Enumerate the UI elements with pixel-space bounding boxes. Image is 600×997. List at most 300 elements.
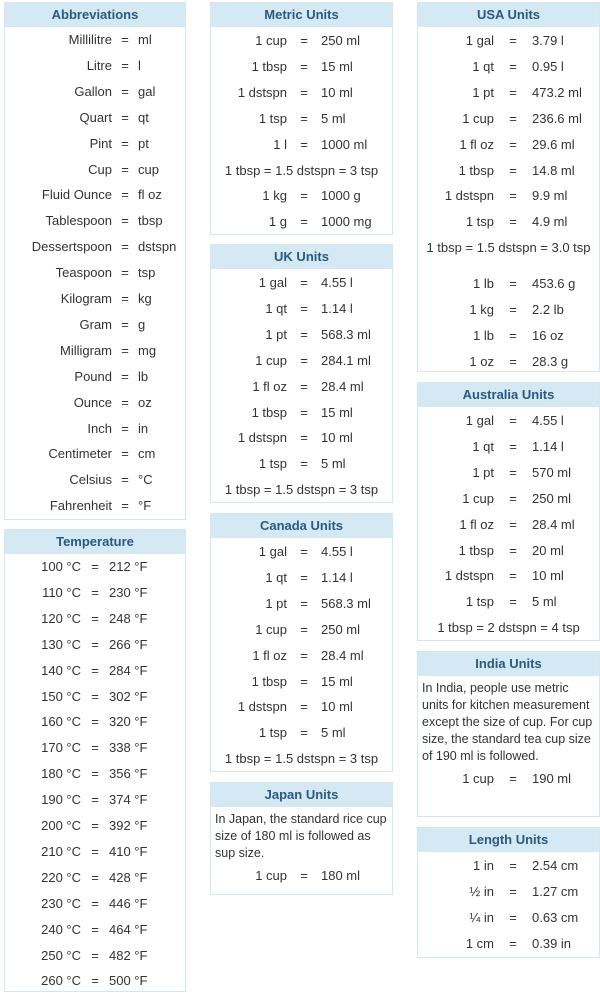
unit-value: 15 ml [321, 404, 353, 420]
unit-label: 240 °C [41, 921, 81, 937]
unit-label: 1 qt [472, 438, 494, 454]
unit-value: 482 °F [109, 947, 148, 963]
equals-sign: = [121, 291, 129, 306]
india-rows [418, 765, 599, 795]
unit-label: 200 °C [41, 818, 81, 833]
usa-row [418, 83, 599, 103]
unit-label: Celsius [69, 472, 112, 488]
metric-row [211, 83, 392, 103]
equals-sign: = [300, 647, 308, 663]
equals-sign: = [91, 662, 99, 678]
equals-sign: = [509, 353, 517, 369]
equals-sign: = [300, 378, 308, 394]
unit-label: Ounce [73, 394, 112, 410]
unit-label: 1 in [473, 858, 494, 873]
usa-row [418, 300, 599, 320]
temperature-panel [4, 529, 186, 992]
equals-sign: = [91, 895, 99, 911]
abbreviations-row [5, 470, 185, 490]
abbreviations-row [5, 263, 185, 283]
canada-row [211, 542, 392, 562]
unit-value: 1.27 cm [532, 883, 579, 899]
metric-row [211, 31, 392, 51]
unit-value: 16 oz [532, 327, 564, 343]
temperature-row [5, 661, 185, 681]
equals-sign: = [509, 302, 517, 317]
temperature-row [5, 738, 185, 758]
unit-label: Litre [86, 57, 112, 73]
australia-row [418, 592, 599, 612]
abbreviations-row [5, 367, 185, 387]
unit-label: 1 tbsp [251, 58, 287, 74]
unit-value: tsp [138, 265, 156, 281]
metric-rows [211, 27, 392, 238]
equals-sign: = [121, 498, 129, 514]
equals-sign: = [121, 83, 129, 99]
unit-label: 1 tsp [465, 594, 494, 610]
unit-label: 1 dstspn [237, 430, 287, 446]
australia-title: Australia Units [418, 383, 599, 407]
australia-row [418, 437, 599, 457]
equals-sign: = [300, 188, 308, 204]
equals-sign: = [91, 921, 99, 937]
unit-value: ml [138, 32, 152, 47]
unit-value: 1.14 l [321, 300, 353, 316]
equals-sign: = [300, 621, 308, 637]
unit-label: 260 °C [41, 973, 81, 989]
unit-label: 140 °C [41, 662, 81, 678]
unit-label: 1 gal [258, 544, 287, 559]
usa-row [418, 326, 599, 346]
unit-label: Dessertspoon [31, 239, 112, 255]
unit-label: 1 pt [265, 326, 287, 342]
unit-label: Pound [74, 368, 112, 384]
length-title: Length Units [418, 828, 599, 852]
equals-sign: = [509, 214, 517, 230]
uk-row [211, 273, 392, 293]
unit-value: oz [138, 394, 152, 410]
unit-value: 9.9 ml [532, 188, 568, 204]
canada-row [211, 620, 392, 640]
unit-value: 446 °F [109, 895, 148, 911]
unit-value: 236.6 ml [532, 110, 582, 126]
abbreviations-row [5, 108, 185, 128]
equals-sign: = [300, 595, 308, 611]
equals-sign: = [121, 135, 129, 151]
unit-label: Fluid Ounce [41, 187, 112, 203]
unit-label: 1 lb [473, 327, 494, 343]
unit-value: 10 ml [321, 699, 353, 715]
equals-sign: = [300, 544, 308, 559]
abbreviations-row [5, 315, 185, 335]
canada-row [211, 568, 392, 588]
canada-panel [210, 513, 393, 772]
canada-row [211, 594, 392, 614]
length-row [418, 882, 599, 902]
unit-label: 1 qt [265, 569, 287, 585]
unit-label: 1 pt [265, 595, 287, 611]
unit-label: ½ in [469, 883, 494, 899]
unit-label: 1 dstspn [237, 699, 287, 715]
unit-value: 568.3 ml [321, 326, 371, 342]
temperature-row [5, 920, 185, 940]
equals-sign: = [509, 84, 517, 100]
unit-label: 1 cup [462, 110, 494, 126]
abbreviations-row [5, 185, 185, 205]
uk-title: UK Units [211, 245, 392, 269]
usa-row [418, 161, 599, 181]
unit-value: 5 ml [321, 725, 346, 741]
unit-value: 1.14 l [532, 438, 564, 454]
usa-row [418, 212, 599, 232]
unit-label: 1 cup [255, 33, 287, 48]
equals-sign: = [300, 569, 308, 585]
equals-sign: = [300, 136, 308, 152]
canada-rows [211, 538, 392, 775]
equals-sign: = [509, 276, 517, 292]
abbreviations-row [5, 134, 185, 154]
usa-row [418, 57, 599, 77]
unit-value: l [138, 57, 141, 73]
unit-label: 1 tsp [258, 110, 287, 126]
unit-value: 10 ml [321, 430, 353, 446]
unit-value: 10 ml [321, 84, 353, 100]
unit-value: 4.55 l [321, 544, 353, 559]
equals-sign: = [509, 188, 517, 204]
unit-label: 1 tsp [465, 214, 494, 230]
unit-value: lb [138, 368, 149, 384]
japan-title: Japan Units [211, 783, 392, 807]
equivalence-text: 1 tbsp = 1.5 dstspn = 3 tsp [224, 751, 379, 767]
equals-sign: = [121, 368, 129, 384]
equals-sign: = [509, 162, 517, 178]
temperature-row [5, 868, 185, 888]
unit-value: 212 °F [109, 559, 148, 574]
unit-label: 1 tbsp [251, 404, 287, 420]
equals-sign: = [121, 161, 129, 177]
unit-value: 15 ml [321, 58, 353, 74]
equals-sign: = [91, 559, 99, 574]
canada-row [211, 723, 392, 743]
unit-label: 120 °C [41, 610, 81, 626]
abbreviations-row [5, 56, 185, 76]
equals-sign: = [300, 326, 308, 342]
unit-label: 1 kg [262, 188, 287, 204]
usa-rows [418, 27, 599, 378]
unit-value: cm [138, 446, 156, 462]
unit-value: 1.14 l [321, 569, 353, 585]
unit-value: kg [138, 291, 152, 306]
unit-value: 5 ml [321, 456, 346, 472]
metric-row [211, 186, 392, 206]
unit-value: dstspn [138, 239, 177, 255]
usa-title: USA Units [418, 3, 599, 27]
temperature-row [5, 894, 185, 914]
unit-label: 1 pt [472, 464, 494, 480]
equivalence-text: 1 tbsp = 2 dstspn = 4 tsp [437, 620, 580, 636]
metric-row [211, 212, 392, 232]
unit-label: 1 qt [265, 300, 287, 316]
unit-value: 0.63 cm [532, 909, 579, 925]
unit-value: °C [138, 472, 153, 488]
unit-label: 230 °C [41, 895, 81, 911]
equals-sign: = [509, 883, 517, 899]
unit-value: 410 °F [109, 843, 148, 859]
canada-title: Canada Units [211, 514, 392, 538]
unit-label: Fahrenheit [49, 498, 112, 514]
unit-value: 248 °F [109, 610, 148, 626]
unit-label: Tablespoon [45, 213, 112, 229]
unit-label: 1 tsp [258, 725, 287, 741]
unit-label: 1 oz [469, 353, 494, 369]
australia-row [418, 463, 599, 483]
unit-label: Gram [79, 316, 112, 332]
japan-description: In Japan, the standard rice cup size of 180 ml is followed as sup size. [215, 812, 387, 860]
metric-row [211, 161, 392, 181]
temperature-row [5, 790, 185, 810]
equals-sign: = [300, 699, 308, 715]
australia-row [418, 618, 599, 638]
equals-sign: = [509, 858, 517, 873]
equals-sign: = [509, 327, 517, 343]
unit-value: 1000 g [321, 188, 361, 204]
length-row [418, 908, 599, 928]
unit-label: 110 °C [42, 584, 81, 600]
equals-sign: = [91, 610, 99, 626]
unit-value: fl oz [138, 187, 162, 203]
canada-row [211, 672, 392, 692]
unit-label: 1 dstspn [444, 568, 494, 584]
equals-sign: = [300, 352, 308, 368]
equals-sign: = [91, 818, 99, 833]
unit-value: 28.4 ml [321, 647, 364, 663]
australia-row [418, 515, 599, 535]
india-panel [417, 651, 600, 817]
equals-sign: = [509, 771, 517, 786]
unit-label: Milligram [60, 342, 112, 358]
unit-value: 190 ml [532, 771, 572, 786]
equals-sign: = [300, 725, 308, 741]
length-rows [418, 852, 599, 960]
unit-value: 500 °F [109, 973, 148, 989]
temperature-row [5, 971, 185, 991]
uk-row [211, 351, 392, 371]
unit-label: 1 cup [255, 868, 287, 883]
unit-label: 1 fl oz [252, 647, 287, 663]
temperature-row [5, 583, 185, 603]
unit-value: 568.3 ml [321, 595, 371, 611]
equals-sign: = [509, 33, 517, 48]
unit-value: 4.55 l [321, 275, 353, 290]
unit-label: 1 tsp [258, 456, 287, 472]
equals-sign: = [300, 275, 308, 290]
unit-value: 180 ml [321, 868, 361, 883]
abbreviations-row [5, 211, 185, 231]
equals-sign: = [121, 32, 129, 47]
usa-row [418, 352, 599, 372]
unit-value: 0.39 in [532, 935, 572, 951]
unit-label: 190 °C [41, 792, 81, 808]
unit-label: Quart [79, 109, 112, 125]
abbreviations-row [5, 289, 185, 309]
unit-label: 1 g [268, 214, 287, 230]
unit-label: 1 tbsp [458, 162, 494, 178]
australia-row [418, 566, 599, 586]
metric-panel [210, 2, 393, 235]
unit-label: 1 qt [472, 58, 494, 74]
equals-sign: = [121, 213, 129, 229]
equals-sign: = [91, 973, 99, 989]
abbreviations-row [5, 30, 185, 50]
length-row [418, 934, 599, 954]
unit-value: 570 ml [532, 464, 572, 480]
unit-value: 374 °F [109, 792, 148, 808]
usa-row [418, 31, 599, 51]
unit-label: 1 fl oz [459, 516, 494, 532]
equals-sign: = [121, 394, 129, 410]
equals-sign: = [91, 740, 99, 756]
india-description: In India, people use metric units for kitchen measurement except the size of cup. For cup size, the standard tea cup size of 190 ml is followed. [422, 681, 593, 763]
unit-label: 170 °C [41, 740, 81, 756]
unit-value: gal [138, 83, 156, 99]
unit-value: 28.4 ml [321, 378, 364, 394]
canada-row [211, 697, 392, 717]
equals-sign: = [509, 490, 517, 506]
unit-value: 284.1 ml [321, 352, 371, 368]
australia-row [418, 411, 599, 431]
abbreviations-row [5, 393, 185, 413]
equals-sign: = [509, 568, 517, 584]
temperature-row [5, 764, 185, 784]
unit-value: 4.55 l [532, 413, 564, 428]
abbreviations-title: Abbreviations [5, 3, 185, 27]
equals-sign: = [509, 594, 517, 610]
unit-label: 1 cm [465, 935, 494, 951]
equals-sign: = [91, 714, 99, 730]
equals-sign: = [509, 516, 517, 532]
unit-label: ¼ in [469, 909, 494, 925]
unit-value: 392 °F [109, 818, 148, 833]
unit-value: 5 ml [321, 110, 346, 126]
unit-label: 1 cup [462, 771, 494, 786]
unit-label: 130 °C [41, 636, 81, 652]
unit-value: 10 ml [532, 568, 564, 584]
unit-label: 1 cup [462, 490, 494, 506]
unit-label: Gallon [74, 83, 112, 99]
australia-row [418, 541, 599, 561]
japan-row [211, 866, 392, 886]
equals-sign: = [300, 673, 308, 689]
abbreviations-row [5, 237, 185, 257]
equals-sign: = [300, 430, 308, 446]
equals-sign: = [121, 316, 129, 332]
temperature-row [5, 557, 185, 577]
length-panel [417, 827, 600, 958]
equals-sign: = [121, 109, 129, 125]
temperature-row [5, 816, 185, 836]
australia-rows [418, 407, 599, 644]
unit-value: 4.9 ml [532, 214, 568, 230]
equals-sign: = [300, 868, 308, 883]
unit-value: 3.79 l [532, 33, 564, 48]
unit-label: 1 cup [255, 621, 287, 637]
usa-panel [417, 2, 600, 372]
uk-rows [211, 269, 392, 506]
equivalence-text: 1 tbsp = 1.5 dstspn = 3 tsp [224, 162, 379, 178]
temperature-row [5, 712, 185, 732]
unit-value: 250 ml [532, 490, 572, 506]
abbreviations-row [5, 82, 185, 102]
equals-sign: = [509, 58, 517, 74]
unit-label: 1 gal [258, 275, 287, 290]
equals-sign: = [91, 843, 99, 859]
canada-row [211, 646, 392, 666]
equivalence-text: 1 tbsp = 1.5 dstspn = 3.0 tsp [426, 240, 591, 256]
usa-row [418, 109, 599, 129]
equals-sign: = [91, 792, 99, 808]
unit-value: 0.95 l [532, 58, 564, 74]
metric-row [211, 57, 392, 77]
equals-sign: = [509, 464, 517, 480]
metric-row [211, 109, 392, 129]
unit-label: 1 lb [473, 276, 494, 292]
unit-label: 1 l [273, 136, 287, 152]
uk-row [211, 377, 392, 397]
equals-sign: = [121, 239, 129, 255]
unit-label: Kilogram [60, 291, 112, 306]
australia-panel [417, 382, 600, 641]
uk-row [211, 480, 392, 500]
temperature-row [5, 609, 185, 629]
india-title: India Units [418, 652, 599, 676]
equals-sign: = [91, 869, 99, 885]
unit-value: 473.2 ml [532, 84, 582, 100]
unit-label: 1 gal [465, 413, 494, 428]
unit-value: 1000 mg [321, 214, 372, 230]
unit-label: 1 cup [255, 352, 287, 368]
uk-panel [210, 244, 393, 503]
unit-value: 5 ml [532, 594, 557, 610]
abbreviations-row [5, 160, 185, 180]
unit-value: 2.2 lb [532, 302, 564, 317]
usa-row [418, 135, 599, 155]
canada-row [211, 749, 392, 769]
equals-sign: = [121, 265, 129, 281]
usa-row [418, 238, 599, 258]
unit-label: Centimeter [48, 446, 112, 462]
metric-title: Metric Units [211, 3, 392, 27]
japan-panel [210, 782, 393, 895]
unit-value: 2.54 cm [532, 858, 579, 873]
unit-value: 302 °F [109, 688, 148, 704]
usa-row [418, 274, 599, 294]
equals-sign: = [91, 636, 99, 652]
equals-sign: = [121, 342, 129, 358]
unit-value: 266 °F [109, 636, 148, 652]
unit-label: 1 gal [465, 33, 494, 48]
unit-label: 1 fl oz [252, 378, 287, 394]
abbreviations-row [5, 444, 185, 464]
temperature-rows [5, 554, 185, 997]
equals-sign: = [300, 110, 308, 126]
unit-value: 250 ml [321, 621, 361, 637]
uk-row [211, 325, 392, 345]
unit-value: 250 ml [321, 33, 361, 48]
equals-sign: = [509, 136, 517, 152]
unit-label: 1 dstspn [237, 84, 287, 100]
equals-sign: = [300, 58, 308, 74]
unit-value: 428 °F [109, 869, 148, 885]
